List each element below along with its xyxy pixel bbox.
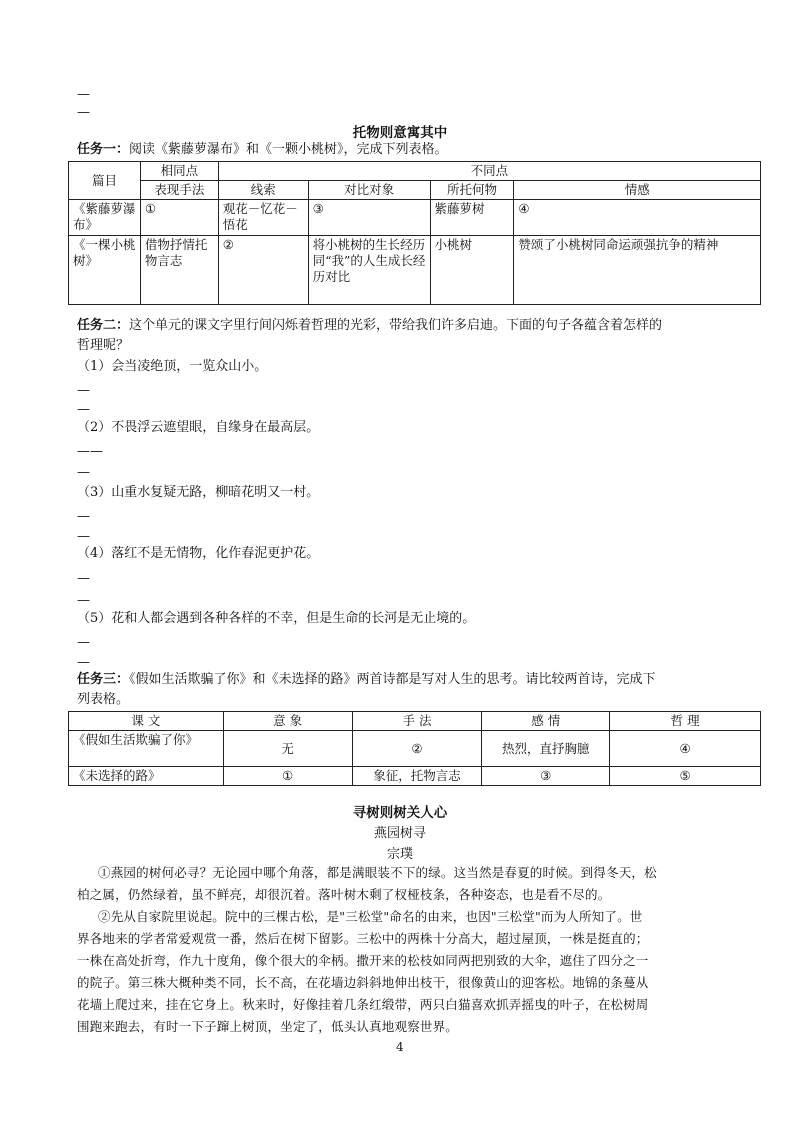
- table-cell: 《假如生活欺骗了你》: [69, 731, 224, 767]
- table-cell: 象征，托物言志: [352, 767, 482, 786]
- table-cell: 借物抒情托物言志: [140, 236, 218, 305]
- table-header: 所托何物: [430, 181, 514, 200]
- article-author: 宗璞: [386, 847, 413, 862]
- question: （5）花和人都会遇到各种各样的不幸，但是生命的长河是无止境的。: [77, 611, 476, 626]
- table-cell: 将小桃树的生长经历同“我”的人生成长经历对比: [308, 236, 430, 305]
- article-title: 燕园树寻: [373, 826, 426, 841]
- task1-instruction: [77, 142, 448, 158]
- table-cell: ②: [352, 731, 482, 767]
- task3-table: [68, 711, 761, 786]
- page-number: 4: [396, 1040, 404, 1054]
- table-row: [69, 767, 761, 786]
- task1-text: 阅读《紫藤萝瀑布》和《一颗小桃树》，完成下列表格。: [129, 142, 448, 157]
- table-cell: 观花－忆花－悟花: [218, 200, 308, 236]
- answer-line: —: [77, 509, 90, 524]
- paragraph-line: 围跑来跑去，有时一下子蹿上树顶，坐定了，低头认真地观察世界。: [77, 1019, 459, 1034]
- question: （4）落红不是无情物，化作春泥更护花。: [77, 546, 320, 561]
- table-row: [69, 731, 761, 767]
- task3-text: 《假如生活欺骗了你》和《未选择的路》两首诗都是写对人生的思考。请比较两首诗，完成下: [129, 672, 656, 687]
- table-cell: 小桃树: [430, 236, 514, 305]
- task3-label: 任务三：: [77, 672, 130, 687]
- table-header: 不同点: [218, 162, 760, 181]
- task1-table: [68, 161, 761, 305]
- table-header: 相同点: [140, 162, 218, 181]
- table-cell: 紫藤萝树: [430, 200, 514, 236]
- paragraph-line: 界各地来的学者常爱观赏一番，然后在树下留影。三松中的两株十分高大，超过屋顶，一株是挺直的；: [77, 931, 649, 946]
- paragraph-line: ②先从自家院里说起。院中的三棵古松，是"三松堂"命名的由来，也因"三松堂"而为人所知了。世: [98, 909, 643, 924]
- paragraph-line: ①燕园的树何必寻？无论园中哪个角落，都是满眼装不下的绿。这当然是春夏的时候。到得冬天，松: [98, 865, 657, 880]
- paragraph-line: 柏之属，仍然绿着，虽不鲜亮，却很沉着。落叶树木剩了杈桠枝条，各种姿态，也是看不尽的。: [77, 887, 611, 902]
- table-header: 表现手法: [140, 181, 218, 200]
- table-row: [69, 200, 761, 236]
- table-header: 情感: [514, 181, 761, 200]
- task2-instruction: [77, 318, 662, 334]
- table-cell: 《紫藤萝瀑布》: [69, 200, 141, 236]
- table-cell: 无: [223, 731, 352, 767]
- table-header: 手 法: [352, 712, 482, 731]
- table-cell: ③: [308, 200, 430, 236]
- table-cell: 《未选择的路》: [69, 767, 224, 786]
- answer-line: —: [77, 529, 90, 544]
- table-cell: ④: [610, 731, 761, 767]
- table-cell: ③: [482, 767, 610, 786]
- table-header: 课 文: [69, 712, 224, 731]
- answer-line: —: [77, 465, 90, 480]
- table-cell: ④: [514, 200, 761, 236]
- task3-text-cont: 列表格。: [77, 692, 130, 707]
- section-title: 托物则意寓其中: [352, 125, 448, 141]
- table-row: [69, 236, 761, 305]
- question: （3）山重水复疑无路，柳暗花明又一村。: [77, 485, 320, 500]
- table-header: 对比对象: [308, 181, 430, 200]
- answer-line: —: [77, 383, 90, 398]
- answer-line: —: [77, 571, 90, 586]
- question: （2）不畏浮云遮望眼，自缘身在最高层。: [77, 420, 320, 435]
- task2-label: 任务二：: [77, 318, 130, 333]
- question: （1）会当凌绝顶，一览众山小。: [77, 359, 268, 374]
- table-cell: ⑤: [610, 767, 761, 786]
- table-header: 篇目: [69, 162, 141, 200]
- table-cell: 赞颂了小桃树同命运顽强抗争的精神: [514, 236, 761, 305]
- table-header: 意 象: [223, 712, 352, 731]
- table-cell: 热烈，直抒胸臆: [482, 731, 610, 767]
- answer-line: —: [77, 655, 90, 670]
- paragraph-line: 花墙上爬过来，挂在它身上。秋来时，好像挂着几条红缎带，两只白猫喜欢抓弄摇曳的叶子，在松树周: [77, 997, 649, 1012]
- table-header: 哲 理: [610, 712, 761, 731]
- answer-line: —: [77, 593, 90, 608]
- task2-text: 这个单元的课文字里行间闪烁着哲理的光彩，带给我们许多启迪。下面的句子各蕴含着怎样的: [129, 318, 663, 333]
- table-cell: ①: [140, 200, 218, 236]
- answer-line: —: [77, 635, 90, 650]
- task2-text-cont: 哲理呢？: [77, 338, 130, 353]
- answer-line: —: [77, 105, 90, 120]
- table-cell: 《一棵小桃树》: [69, 236, 141, 305]
- task3-instruction: [77, 672, 656, 688]
- answer-line: —: [77, 402, 90, 417]
- table-header: 感 情: [482, 712, 610, 731]
- paragraph-line: 的院子。第三株大概种类不同，长不高，在花墙边斜斜地伸出枝干，很像黄山的迎客松。地锦的条蔓从: [77, 975, 649, 990]
- table-header: 线索: [218, 181, 308, 200]
- answer-line: —: [77, 87, 90, 102]
- answer-line: ——: [77, 444, 103, 459]
- paragraph-line: 一株在高处折弯，作九十度角，像个很大的伞柄。撒开来的松枝如同两把别致的大伞，遮住了四分之一: [77, 953, 649, 968]
- table-cell: ②: [218, 236, 308, 305]
- section-title: 寻树则树关人心: [352, 805, 448, 821]
- table-cell: ①: [223, 767, 352, 786]
- task1-label: 任务一：: [77, 142, 130, 157]
